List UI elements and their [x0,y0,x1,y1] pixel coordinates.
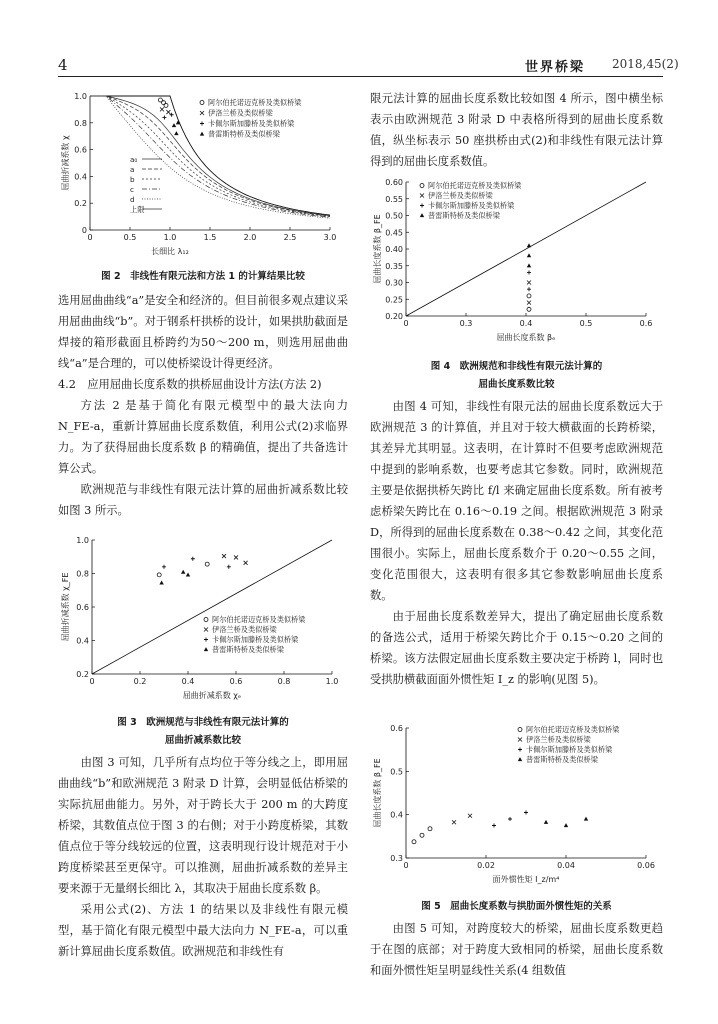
data-point-plus [508,817,512,821]
data-point-circle [527,294,531,298]
fig2-chart [58,82,348,264]
paragraph: 由图 5 可知，对跨度较大的桥梁，屈曲长度系数更趋于在图的底部；对于跨度大致相同的桥梁，屈曲长度系数和面外惯性矩呈明显线性关系(4 组数值 [370,922,663,977]
y-tick-label: 0.3 [390,854,403,863]
data-point-plus [200,122,204,126]
data-point-triangle [527,253,531,257]
data-point-plus [191,557,195,561]
legend-entry: 普雷斯特桥及类似桥梁 [208,129,280,139]
data-point-cross [166,110,170,114]
y-tick-label: 0.4 [390,810,403,820]
data-point-triangle [527,263,531,267]
y-tick-label: 0.50 [385,211,403,221]
legend-entry: 普雷斯特桥及类似桥梁 [212,645,284,654]
data-point-plus [204,638,208,642]
data-point-cross [222,554,226,558]
data-point-cross [420,194,424,198]
y-tick-label: 1.0 [74,92,87,101]
y-tick-label: 0.45 [385,228,403,238]
legend-entry: 阿尔伯托诺迈克桥及类似桥梁 [526,725,620,734]
data-point-triangle [527,243,531,247]
x-tick-label: 0 [89,677,95,686]
y-tick-label: 0.8 [76,569,89,579]
data-point-triangle [518,757,522,761]
y-tick-label: 0.6 [390,724,403,733]
x-tick-label: 0.5 [123,233,137,242]
legend-entry: 阿尔伯托诺迈克桥及类似桥梁 [212,615,306,624]
curve-label: a₀ [130,155,138,164]
y-tick-label: 0.4 [74,172,87,182]
fig4-caption-line1: 图 4 欧洲规范和非线性有限元法计算的 [430,361,603,372]
paragraph: 欧洲规范与非线性有限元法计算的屈曲折减系数比较如图 3 所示。 [58,483,348,517]
data-point-cross [160,107,164,111]
data-point-circle [420,184,424,188]
legend-entry: 伊洛兰桥及类似桥梁 [428,191,493,200]
fig3-caption-line2: 屈曲折减系数比较 [164,735,241,746]
data-point-plus [162,565,166,569]
y-tick-label: 0.25 [385,295,403,305]
data-point-circle [204,618,208,622]
data-point-triangle [174,131,178,135]
x-axis-label: 面外惯性矩 I_z/m⁴ [492,875,560,884]
legend-entry: 伊洛兰桥及类似桥梁 [526,735,591,744]
legend-entry: 阿尔伯托诺迈克桥及类似桥梁 [428,181,522,190]
x-tick-label: 0.02 [477,861,495,870]
y-tick-label: 1.0 [76,536,89,545]
fig5-chart [370,718,663,894]
x-axis-label: 屈曲长度系数 βₑ [496,333,556,342]
data-point-cross [527,281,531,285]
y-tick-label: 0.30 [385,278,403,288]
x-axis-label: 长细比 λ₁₂ [151,247,189,256]
y-tick-label: 0.35 [385,261,403,271]
y-tick-label: 0.2 [76,670,89,679]
y-tick-label: 0.5 [390,767,403,777]
data-point-circle [412,840,416,844]
x-tick-label: 0.5 [579,319,593,328]
data-point-triangle [186,572,190,576]
y-tick-label: 0.20 [385,312,403,321]
legend-entry: 卡佩尔斯加滕桥及类似桥梁 [526,745,613,754]
y-axis-label: 屈曲长度系数 β_FE [373,758,382,828]
x-tick-label: 0.8 [277,677,291,686]
data-point-cross [200,111,204,115]
x-tick-label: 0 [403,861,409,870]
legend-entry: 卡佩尔斯加滕桥及类似桥梁 [208,119,295,128]
legend-entry: 卡佩尔斯加滕桥及类似桥梁 [212,635,299,644]
data-point-plus [227,565,231,569]
x-axis-label: 屈曲折减系数 χₑ [182,691,242,700]
x-tick-label: 0.04 [557,861,575,870]
x-tick-label: 0.4 [519,319,533,328]
fig3-caption [58,714,348,750]
data-point-plus [518,748,522,752]
data-point-plus [527,270,531,274]
right-body-1 [370,88,663,172]
left-body-2 [58,752,348,962]
fig4-caption-line2: 屈曲长度系数比较 [478,379,555,390]
paragraph: 由图 4 可知，非线性有限元法的屈曲长度系数远大于欧洲规范 3 的计算值，并且对于较大横截面的长跨桥梁，其差异尤其明显。这表明，在计算时不但要考虑欧洲规范中提到的影响系数，也要考虑其它参数。同时，欧洲规范主要是依据拱桥矢跨比 f/l 来确定屈曲长度系数。所有被考虑桥梁矢跨比在 0.16～0.19 之间。根据欧洲规范 3 附录 D，所得到的屈曲长度系数在 0.38～0.42 之间，其变化范围很小。实际上，屈曲长度系数介于 0.20～0.55 之间，变化范围很大，这表明有很多其它参数影响屈曲长度系数。 [370,400,663,602]
data-point-triangle [584,817,588,821]
x-tick-label: 3.0 [323,233,337,242]
data-point-triangle [204,647,208,651]
y-tick-label: 0.2 [74,199,87,209]
data-point-triangle [544,820,548,824]
y-tick-label: 0.55 [385,194,403,204]
legend-entry: 普雷斯特桥及类似桥梁 [526,755,598,764]
paragraph: 由于屈曲长度系数差异大，提出了确定屈曲长度系数的备选公式，适用于桥梁矢跨比介于 0.15～0.20 之间的桥梁。该方法假定屈曲长度系数主要决定于桥跨 l，同时也受拱肋横截面面外惯性矩 I_z 的影响(见图 5)。 [370,610,663,686]
data-point-circle [164,103,168,107]
data-point-triangle [420,213,424,217]
paragraph: 方法 2 是基于简化有限元模型中的最大法向力 N_FE-a，重新计算屈曲长度系数值，利用公式(2)求临界力。为了获得屈曲长度系数 β 的精确值，提出了共备选计算公式。 [58,399,348,475]
data-point-circle [157,573,161,577]
page-number: 4 [58,56,68,74]
data-point-plus [162,115,166,119]
fig3-caption-line1: 图 3 欧洲规范与非线性有限元法计算的 [117,717,289,728]
x-tick-label: 2.5 [283,233,297,242]
data-point-cross [518,738,522,742]
data-point-circle [200,101,204,105]
curve-label: d [130,195,135,204]
y-axis-label: 屈曲长度系数 β_FE [373,214,382,284]
data-point-circle [428,827,432,831]
data-point-circle [205,562,209,566]
paragraph: 选用屈曲曲线“a”是安全和经济的。但目前很多观点建议采用屈曲曲线“b”。对于钢系杆拱桥的设计，如果拱肋截面是焊接的箱形截面且桥跨约为50～200 m，则选用屈曲曲线“a”是合理的，可以使桥梁设计得更经济。 [58,294,348,370]
curve-label: a [130,165,135,174]
x-tick-label: 0 [403,319,409,328]
section-heading: 4.2 应用屈曲长度系数的拱桥屈曲设计方法(方法 2) [58,378,322,391]
x-tick-label: 1.0 [325,677,339,686]
x-tick-label: 0.6 [639,319,653,328]
data-point-cross [468,814,472,818]
y-tick-label: 0 [81,226,87,235]
x-tick-label: 0.3 [459,319,473,328]
fig3-chart [58,530,348,710]
data-point-cross [244,561,248,565]
left-body-1 [58,290,348,521]
y-tick-label: 0.40 [385,245,403,254]
paragraph: 采用公式(2)、方法 1 的结果以及非线性有限元模型，基于简化有限元模型中最大法向力 N_FE-a，可以重新计算屈曲长度系数值。欧洲规范和非线性有 [58,903,348,958]
y-tick-label: 0.4 [76,636,89,646]
data-point-circle [527,307,531,311]
y-tick-label: 0.60 [385,178,403,187]
legend-entry: 伊洛兰桥及类似桥梁 [208,108,273,118]
data-point-cross [234,555,238,559]
y-axis-label: 屈曲折减系数 χ_FE [61,572,70,642]
data-point-plus [527,287,531,291]
journal-issue: 2018,45(2) [612,57,679,71]
x-tick-label: 1.5 [203,233,217,242]
data-point-triangle [564,823,568,827]
data-point-plus [524,811,528,815]
curve-label: 上限 [130,205,145,214]
fig4-chart [370,172,663,352]
right-body-2 [370,396,663,690]
data-point-triangle [172,123,176,127]
journal-name: 世界桥梁 [525,60,586,75]
y-axis-label: 屈曲折减系数 χ [61,135,70,191]
curve-label: b [130,175,135,184]
data-point-triangle [200,132,204,136]
curve-label: c [130,185,134,194]
header-rule [58,76,663,77]
paragraph: 限元法计算的屈曲长度系数比较如图 4 所示，图中横坐标表示由欧洲规范 3 附录 D 中表格所得到的屈曲长度系数值，纵坐标表示 50 座拱桥由式(2)和非线性有限元法计算得到的屈曲长度系数值。 [370,92,663,168]
fig2-caption: 图 2 非线性有限元法和方法 1 的计算结果比较 [101,271,305,282]
x-tick-label: 0 [87,233,93,242]
fig4-caption [370,358,663,394]
legend-entry: 卡佩尔斯加滕桥及类似桥梁 [428,201,515,210]
legend-entry: 阿尔伯托诺迈克桥及类似桥梁 [208,98,302,107]
data-point-plus [420,204,424,208]
data-point-triangle [159,580,163,584]
data-point-circle [518,728,522,732]
data-point-cross [527,301,531,305]
fig5-caption: 图 5 屈曲长度系数与拱肋面外惯性矩的关系 [421,901,612,912]
data-point-cross [452,820,456,824]
x-tick-label: 1.0 [163,233,177,242]
data-point-triangle [181,570,185,574]
x-tick-label: 0.6 [229,677,243,686]
data-point-plus [492,824,496,828]
y-tick-label: 0.6 [74,145,87,155]
paragraph: 由图 3 可知，几乎所有点均位于等分线之上，即用屈曲曲线“b”和欧洲规范 3 附录 D 计算，会明显低估桥梁的实际抗屈曲能力。另外，对于跨长大于 200 m 的大跨度桥梁，其数值点位于图 3 的右侧；对于小跨度桥梁，其数值点位于等分线较远的位置，这表明现行设计规范对于小跨度桥梁甚至更保守。可以推测，屈曲折减系数的差异主要来源于无量纲长细比 λ，其取决于屈曲长度系数 β。 [58,756,348,895]
x-tick-label: 0.2 [133,677,147,686]
data-point-circle [420,833,424,837]
x-tick-label: 0.4 [181,677,195,686]
y-tick-label: 0.6 [76,603,89,612]
legend-entry: 普雷斯特桥及类似桥梁 [428,211,500,220]
right-body-3 [370,918,663,981]
y-tick-label: 0.8 [74,118,87,128]
legend-entry: 伊洛兰桥及类似桥梁 [212,625,277,634]
x-tick-label: 2.0 [243,233,257,242]
x-tick-label: 0.06 [637,861,655,870]
data-point-cross [204,628,208,632]
